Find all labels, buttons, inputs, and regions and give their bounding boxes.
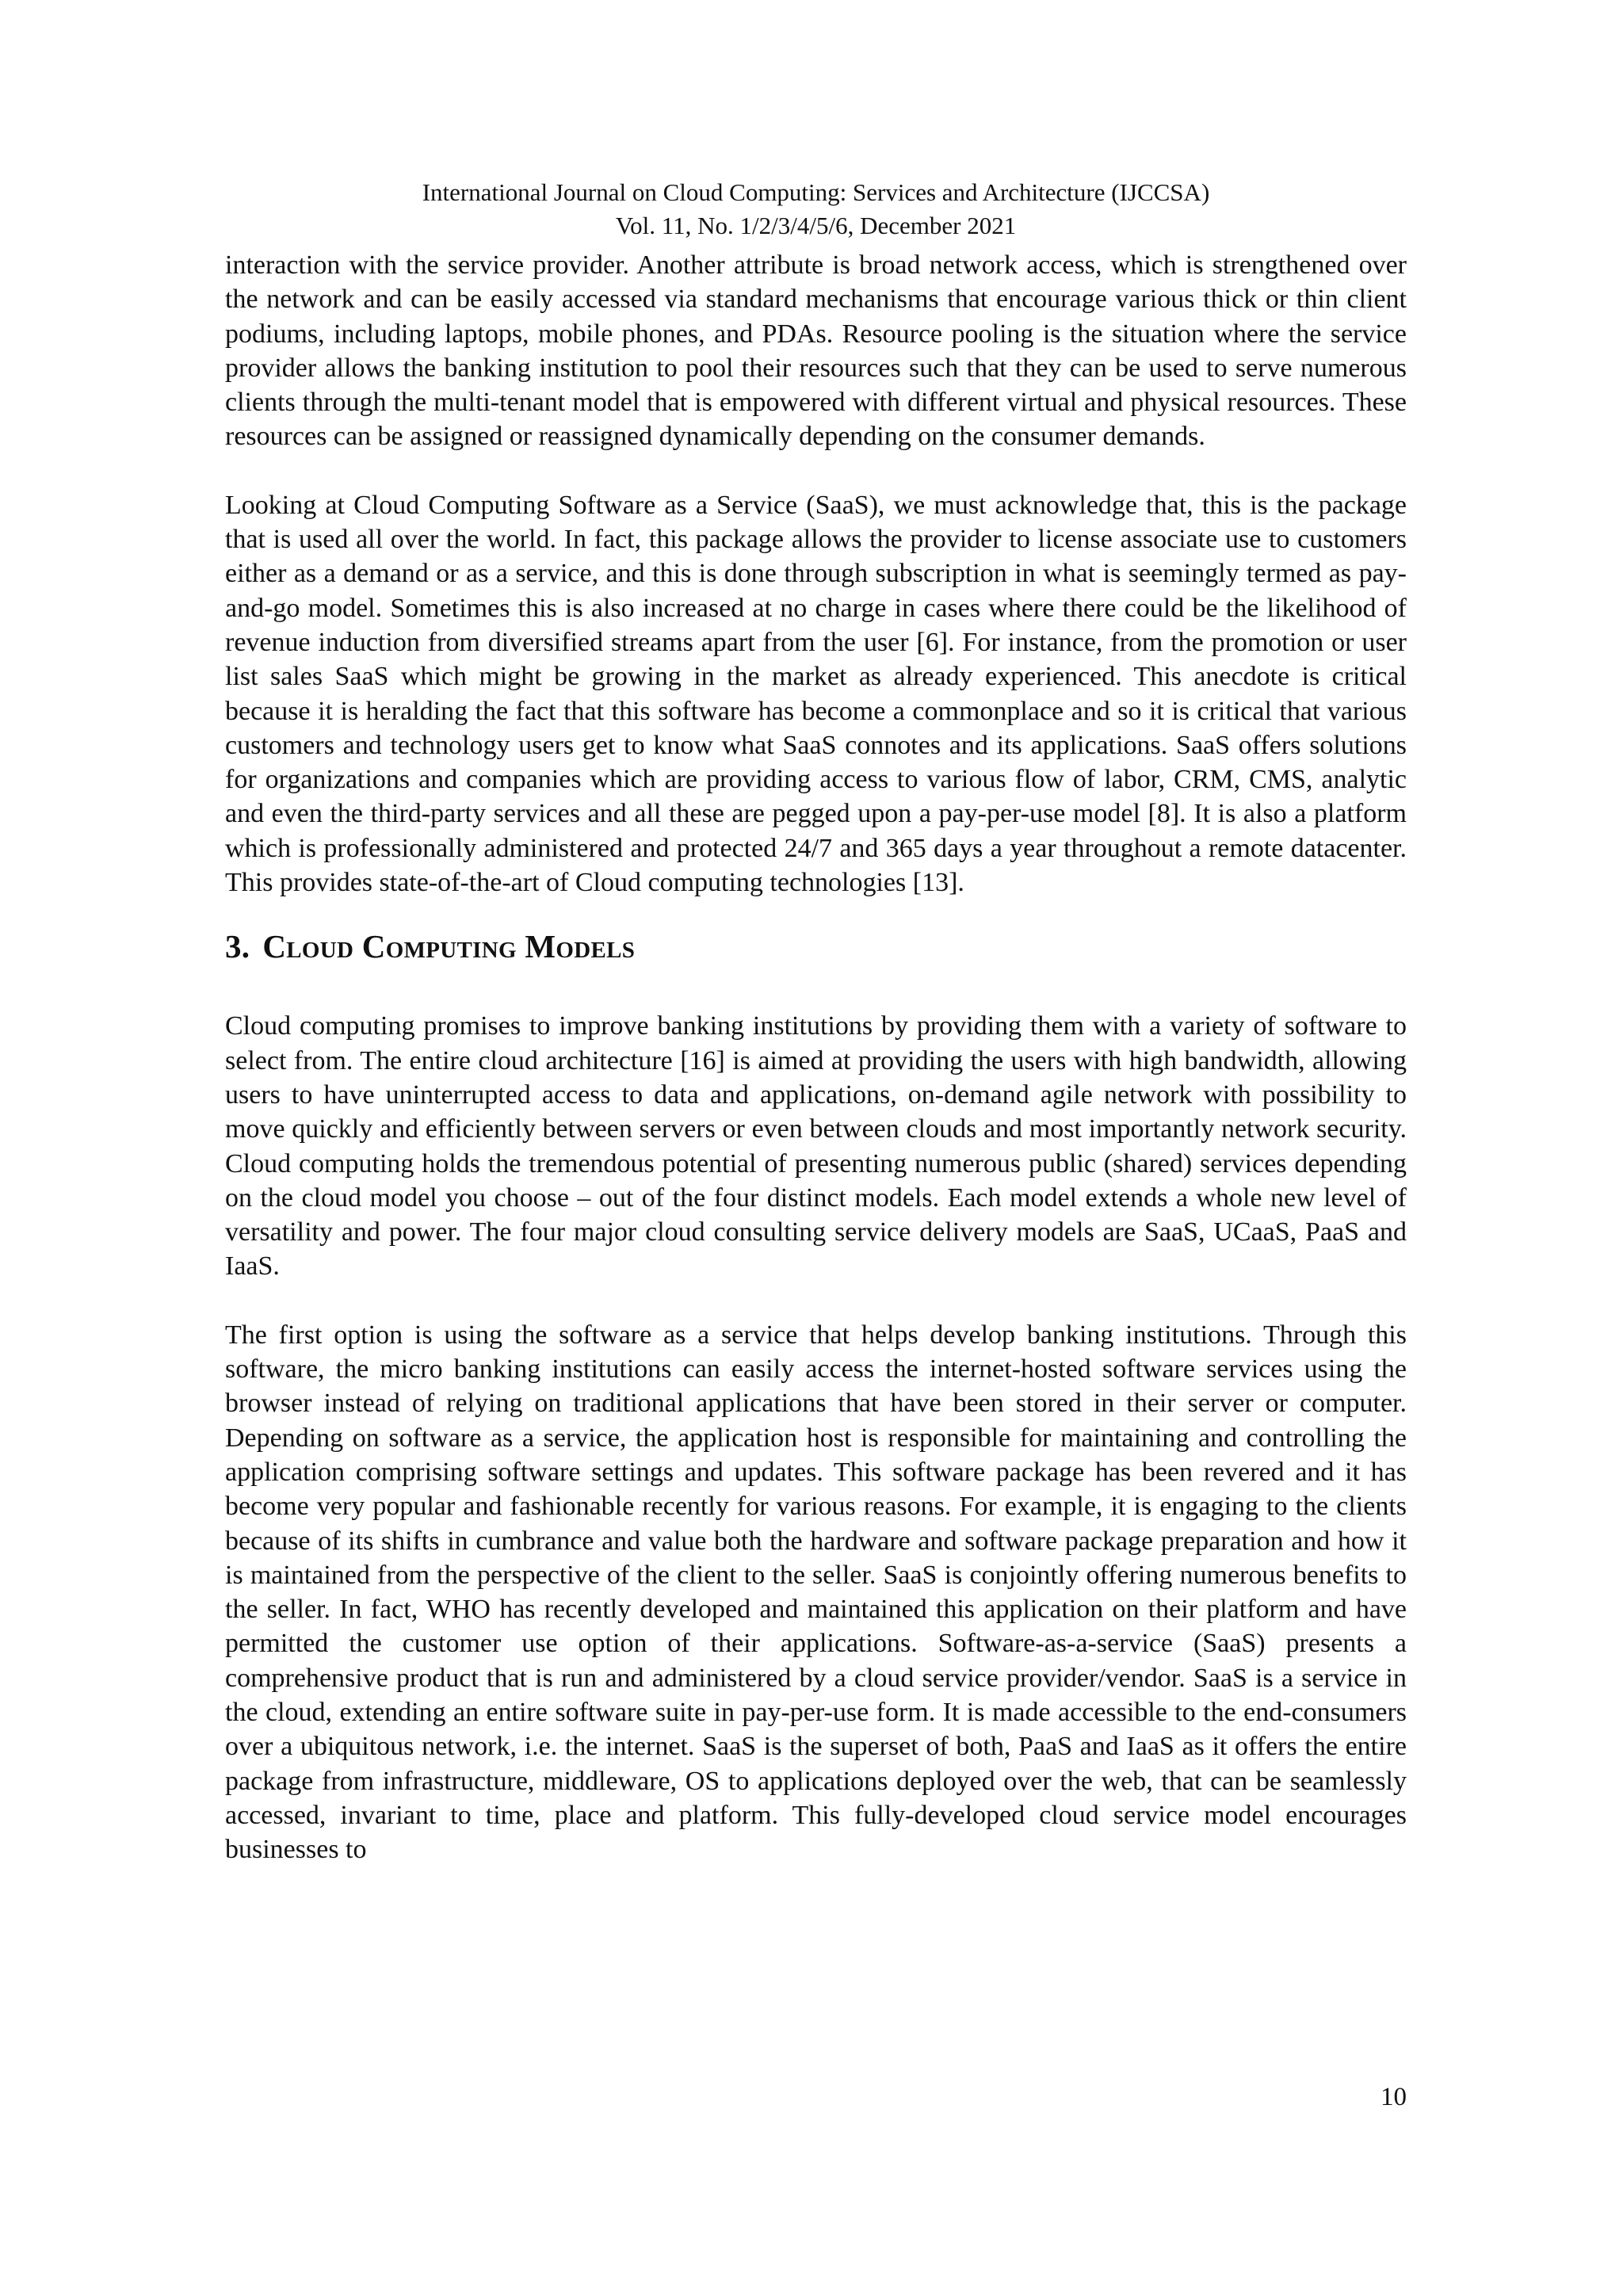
- paragraph-saas-option: The first option is using the software as a service that helps develop banking institutions. Through this software, the micro banking institutions can easily access the internet-hosted software services using the browser instead of relying on traditional applications that have been stored in their server or computer. Depending on software as a service, the application host is responsible for maintaining and controlling the application comprising software settings and updates. This software package has been revered and it has become very popular and fashionable recently for various reasons. For example, it is engaging to the clients because of its shifts in cumbrance and value both the hardware and software package preparation and how it is maintained from the perspective of the client to the seller. SaaS is conjointly offering numerous benefits to the seller. In fact, WHO has recently developed and maintained this application on their platform and have permitted the customer use option of their applications. Software-as-a-service (SaaS) presents a comprehensive product that is run and administered by a cloud service provider/vendor. SaaS is a service in the cloud, extending an entire software suite in pay-per-use form. It is made accessible to the end-consumers over a ubiquitous network, i.e. the internet. SaaS is the superset of both, PaaS and IaaS as it offers the entire package from infrastructure, middleware, OS to applications deployed over the web, that can be seamlessly accessed, invariant to time, place and platform. This fully-developed cloud service model encourages businesses to: [225, 1320, 1407, 1865]
- journal-title: International Journal on Cloud Computing: Services and Architecture (IJCCSA): [422, 178, 1210, 206]
- paragraph-service-attributes: interaction with the service provider. Another attribute is broad network access, which is strengthened over the network and can be easily accessed via standard mechanisms that encourage various thick or thin client podiums, including laptops, mobile phones, and PDAs. Resource pooling is the situation where the service provider allows the banking institution to pool their resources such that they can be used to serve numerous clients through the multi-tenant model that is empowered with different virtual and physical resources. These resources can be assigned or reassigned dynamically depending on the consumer demands.: [225, 250, 1407, 452]
- section-heading: [225, 926, 1407, 966]
- page-number: 10: [1381, 2083, 1407, 2111]
- body-text: [225, 248, 1407, 1866]
- section-title: Cloud Computing Models: [262, 928, 636, 965]
- paragraph-cloud-models: Cloud computing promises to improve banking institutions by providing them with a variety of software to select from. The entire cloud architecture [16] is aimed at providing the users with high bandwidth, allowing users to have uninterrupted access to data and applications, on-demand agile network with possibility to move quickly and efficiently between servers or even between clouds and most importantly network security. Cloud computing holds the tremendous potential of presenting numerous public (shared) services depending on the cloud model you choose – out of the four distinct models. Each model extends a whole new level of versatility and power. The four major cloud consulting service delivery models are SaaS, UCaaS, PaaS and IaaS.: [225, 1011, 1407, 1282]
- journal-volume: Vol. 11, No. 1/2/3/4/5/6, December 2021: [615, 212, 1017, 239]
- paragraph-saas-overview: Looking at Cloud Computing Software as a Service (SaaS), we must acknowledge that, this is the package that is used all over the world. In fact, this package allows the provider to license associate use to customers either as a demand or as a service, and this is done through subscription in what is seemingly termed as pay-and-go model. Sometimes this is also increased at no charge in cases where there could be the likelihood of revenue induction from diversified streams apart from the user [6]. For instance, from the promotion or user list sales SaaS which might be growing in the market as already experienced. This anecdote is critical because it is heralding the fact that this software has become a commonplace and so it is critical that various customers and technology users get to know what SaaS connotes and its applications. SaaS offers solutions for organizations and companies which are providing access to various flow of labor, CRM, CMS, analytic and even the third-party services and all these are pegged upon a pay-per-use model [8]. It is also a platform which is professionally administered and protected 24/7 and 365 days a year throughout a remote datacenter. This provides state-of-the-art of Cloud computing technologies [13].: [225, 490, 1407, 898]
- section-number: 3.: [225, 928, 250, 965]
- running-header: [225, 176, 1407, 243]
